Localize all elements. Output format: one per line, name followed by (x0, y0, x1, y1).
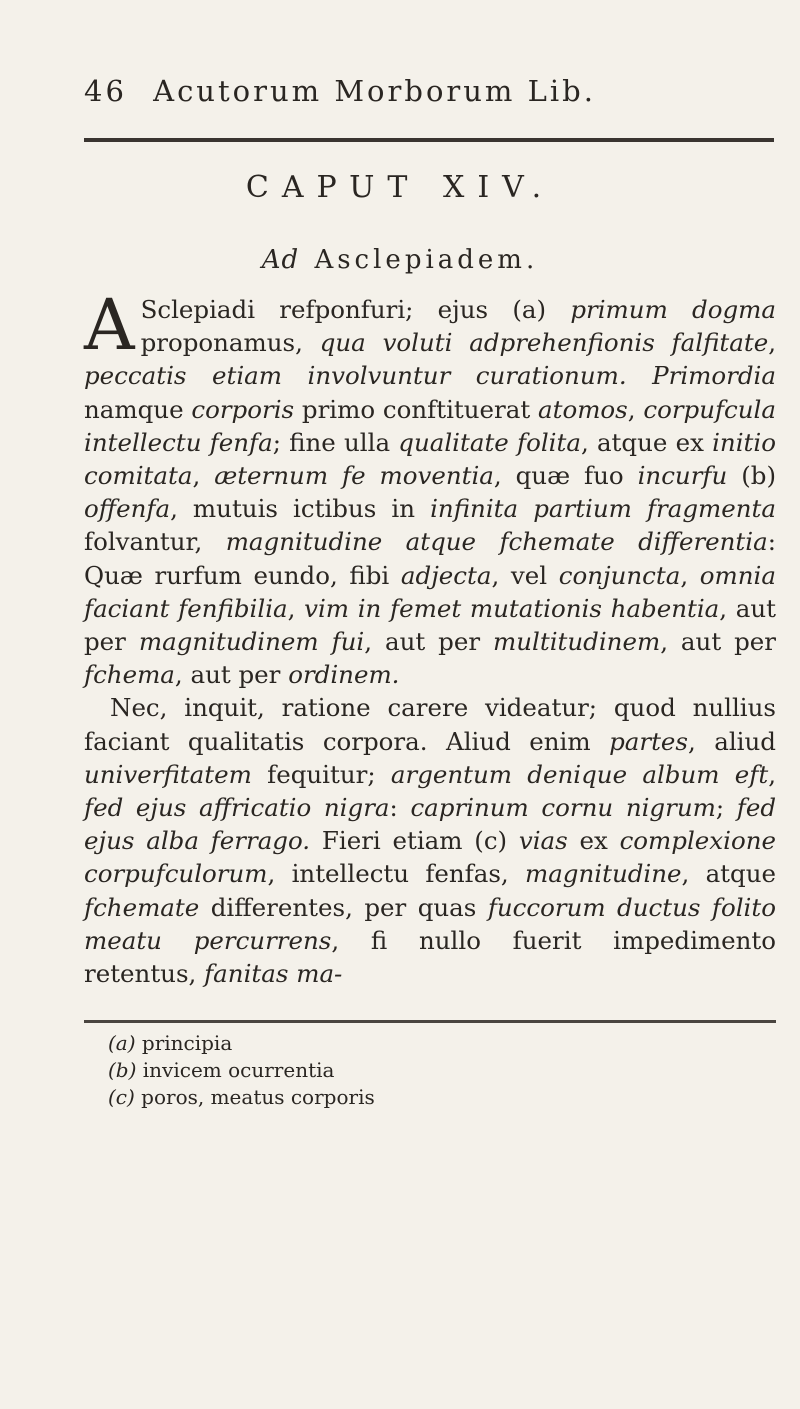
p1-run: , atque ex (580, 427, 713, 457)
p2-run: fchemate (84, 892, 200, 922)
p2-run: Fieri etiam (c) (310, 826, 519, 856)
p1-run: , (680, 560, 700, 590)
p1-run: (a) (512, 295, 547, 324)
p2-run: partes (609, 726, 688, 756)
p1-run: infinita partium fragmenta (430, 494, 776, 524)
running-title: Acutorum Morborum Lib. (153, 74, 596, 108)
p1-run: Sclepiadi (140, 295, 280, 324)
footnote-text: poros, meatus corporis (141, 1085, 375, 1109)
page-number: 46 (84, 74, 127, 108)
running-header (84, 74, 764, 108)
p1-run: proponamus, (140, 328, 320, 358)
p1-run: , aut per (364, 627, 494, 657)
p2-run: complexione corpufculorum (84, 826, 776, 889)
p1-run: , aut per (174, 660, 289, 690)
footnote (108, 1084, 708, 1111)
footnote-rule (84, 1020, 776, 1023)
p2-run: : (389, 793, 411, 823)
p1-run: , aut per (84, 593, 776, 657)
p1-run: primo conftituerat (294, 394, 538, 424)
footnote-text: invicem ocurrentia (142, 1058, 335, 1082)
p2-run: fed ejus alba ferrago. (84, 793, 777, 856)
body-text (84, 284, 777, 990)
p1-run: atomos (538, 394, 628, 424)
subtitle-name: Asclepiadem. (314, 245, 539, 275)
p1-run: ordinem. (288, 660, 400, 690)
footnote (108, 1030, 708, 1057)
p2-run: magnitudine (524, 859, 682, 889)
p2-run: Nec, inquit, ratione carere videatur; quod nullius faciant qualitatis corpora. Aliud enim (84, 693, 776, 756)
p1-run: : Quæ rurfum eundo, fibi (84, 527, 776, 590)
p2-run: differentes, per quas (199, 892, 488, 922)
p1-run: , mutuis ictibus in (170, 494, 431, 524)
chapter-subtitle (0, 245, 800, 275)
p1-run: folvantur, (84, 527, 226, 557)
p1-run: , quæ fuo (493, 461, 638, 491)
p1-run: omnia faciant fenfibilia (84, 560, 776, 623)
p1-run: , (287, 593, 305, 623)
p1-run: fchema (84, 660, 175, 690)
p1-run: multitudinem (493, 627, 661, 657)
p2-run: ; (715, 793, 737, 823)
p1-run: corpufcula intellectu fenfa (84, 394, 777, 457)
p1-run: ; fine ulla (272, 427, 399, 457)
p1-run: conjuncta (558, 560, 681, 590)
p1-run: peccatis etiam involvuntur curationum. Primordia (84, 361, 776, 391)
p2-run: , aliud (688, 726, 776, 756)
p1-run: qua voluti adprehenfionis falfitate (319, 328, 769, 358)
p2-run: fed ejus affricatio nigra (84, 793, 390, 823)
p1-run: adjecta (400, 560, 492, 590)
p1-run: æternum fe moventia (214, 461, 494, 491)
p1-run: primum dogma (546, 295, 776, 324)
p2-run: fanitas ma- (204, 959, 343, 989)
p2-run: , intellectu fenfas, (267, 859, 525, 889)
p1-run: (b) (727, 461, 776, 491)
footnote-text: principia (141, 1031, 233, 1055)
footnote (108, 1057, 708, 1084)
p1-run: , (627, 394, 644, 424)
p1-run: refponfuri; ejus (279, 295, 513, 324)
p2-run: argentum denique album eft (390, 759, 769, 789)
p1-run: corporis (191, 394, 295, 424)
p1-run: offenfa (84, 494, 171, 524)
p1-run: qualitate folita (398, 427, 581, 457)
p1-run: , (768, 328, 777, 358)
footnote-mark: (a) (108, 1031, 136, 1055)
p1-run: initio comitata (84, 427, 776, 491)
header-rule (84, 138, 774, 142)
p2-run: fuccorum ductus folito meatu percurrens (84, 892, 776, 955)
p1-run: , (192, 461, 215, 491)
p1-run: magnitudine atque fchemate differentia (225, 527, 768, 557)
p1-run: incurfu (637, 461, 728, 491)
chapter-title: CAPUT XIV. (245, 170, 555, 205)
footnote-mark: (b) (108, 1058, 137, 1082)
subtitle-prefix: Ad (261, 245, 300, 275)
footnote-mark: (c) (108, 1085, 135, 1109)
p2-run: , atque (681, 859, 776, 889)
p2-run: vias (518, 826, 568, 856)
p2-run: , (768, 759, 776, 789)
drop-cap: A (84, 284, 135, 366)
p2-run: univerfitatem (84, 759, 252, 789)
p2-run: ex (567, 826, 620, 856)
footnotes (108, 1030, 708, 1111)
p2-run: , fi nullo fuerit impedimento retentus, (84, 925, 777, 989)
p1-run: namque (84, 394, 192, 424)
p2-run: caprinum cornu nigrum (410, 793, 716, 823)
paragraph-2 (84, 691, 776, 990)
p1-run: vim in femet mutationis habentia (304, 593, 720, 623)
p1-run: , vel (491, 560, 559, 590)
paragraph-1 (84, 284, 777, 691)
p1-run: , aut per (660, 627, 776, 657)
p1-run: magnitudinem fui (138, 627, 365, 657)
p2-run: fequitur; (251, 759, 391, 789)
